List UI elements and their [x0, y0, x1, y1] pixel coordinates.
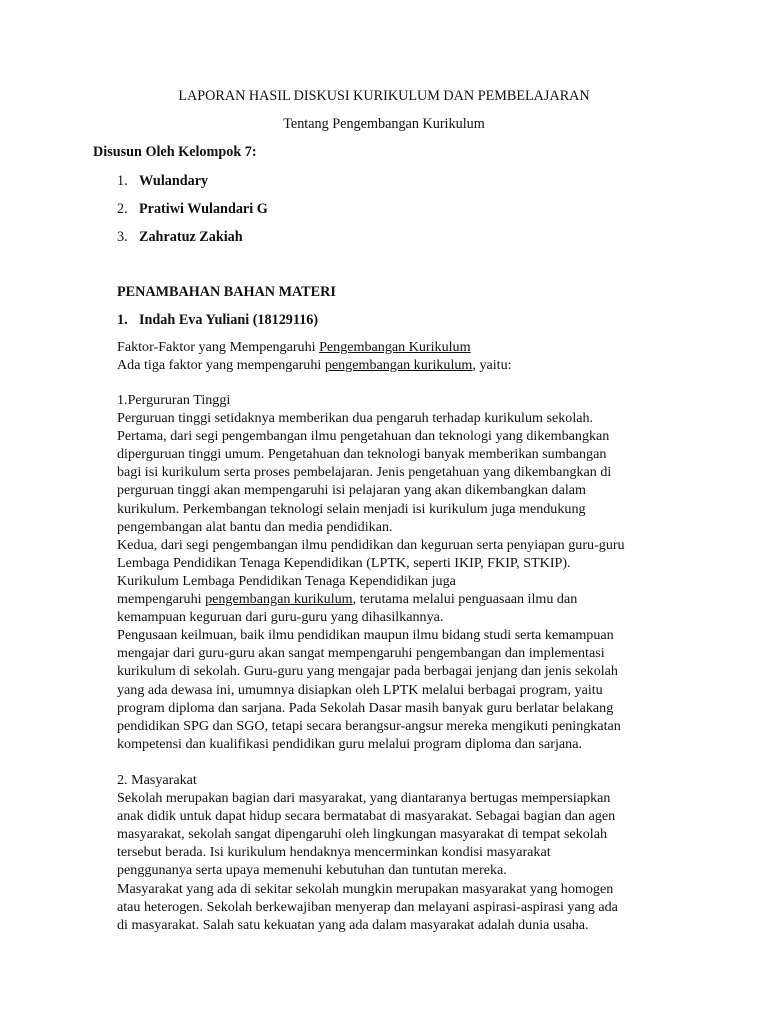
section-1: [117, 391, 677, 753]
intro-block: [117, 338, 677, 374]
paragraph-line: Kurikulum Lembaga Pendidikan Tenaga Kependidikan juga: [117, 572, 456, 589]
contributor: [117, 312, 318, 329]
section-1-heading: 1.Pergururan Tinggi: [117, 392, 231, 408]
member-number: 1.: [117, 173, 128, 189]
paragraph-line: Kedua, dari segi pengembangan ilmu pendidikan dan keguruan serta penyiapan guru-guru: [117, 536, 625, 553]
intro-line: [117, 356, 677, 374]
paragraph-line: Perguruan tinggi setidaknya memberikan dua pengaruh terhadap kurikulum sekolah.: [117, 410, 594, 427]
paragraph-line: pengembangan alat bantu dan media pendidikan.: [117, 518, 393, 535]
paragraph-line: program diploma dan sarjana. Pada Sekolah Dasar masih banyak guru berlatar belakang: [117, 699, 614, 716]
document-subtitle: Tentang Pengembangan Kurikulum: [283, 116, 485, 132]
intro-text: , yaitu:: [472, 357, 512, 374]
paragraph-line: yang ada dewasa ini, umumnya disiapkan oleh LPTK melalui berbagai program, yaitu: [117, 681, 603, 698]
paragraph-line: kurikulum. Perkembangan teknologi selain menjadi isi kurikulum juga mendukung: [117, 500, 586, 517]
member-item: [117, 173, 208, 190]
paragraph-text: , terutama melalui penguasaan ilmu dan: [352, 591, 578, 608]
intro-line: [117, 338, 677, 356]
paragraph-link[interactable]: pengembangan kurikulum: [205, 591, 353, 608]
paragraph-line: kemampuan keguruan dari guru-guru yang dihasilkannya.: [117, 609, 444, 626]
intro-text: Faktor-Faktor yang Mempengaruhi: [117, 339, 320, 355]
paragraph-line: perguruan tinggi akan mempengaruhi isi pelajaran yang akan dikembangkan dalam: [117, 482, 586, 499]
paragraph-line: tersebut berada. Isi kurikulum hendaknya mencerminkan kondisi masyarakat: [117, 844, 551, 861]
intro-text: Ada tiga faktor yang mempengaruhi: [117, 357, 325, 374]
paragraph-line: [117, 590, 677, 608]
paragraph-line: diperguruan tinggi umum. Pengetahuan dan teknologi banyak memberikan sumbangan: [117, 446, 607, 463]
paragraph-line: bagi isi kurikulum serta proses pembelajaran. Jenis pengetahuan yang dikembangkan di: [117, 464, 612, 481]
member-number: 2.: [117, 201, 128, 217]
paragraph-line: mengajar dari guru-guru akan sangat mempengaruhi pengembangan dan implementasi: [117, 645, 605, 662]
paragraph-line: kompetensi dan kualifikasi pendidikan guru melalui program diploma dan sarjana.: [117, 735, 582, 752]
paragraph-line: Lembaga Pendidikan Tenaga Kependidikan (LPTK, seperti IKIP, FKIP, STKIP).: [117, 554, 571, 571]
paragraph-line: kurikulum di sekolah. Guru-guru yang mengajar pada berbagai jenjang dan jenis sekolah: [117, 663, 618, 680]
member-name: Zahratuz Zakiah: [139, 229, 243, 245]
paragraph-line: Pertama, dari segi pengembangan ilmu pengetahuan dan teknologi yang dikembangkan: [117, 428, 610, 445]
paragraph-line: masyarakat, sekolah sangat dipengaruhi oleh lingkungan masyarakat di tempat sekolah: [117, 826, 607, 843]
intro-link[interactable]: Pengembangan Kurikulum: [319, 339, 471, 355]
section-2-heading: 2. Masyarakat: [117, 772, 197, 788]
paragraph-line: Masyarakat yang ada di sekitar sekolah mungkin merupakan masyarakat yang homogen: [117, 880, 614, 897]
paragraph-line: pendidikan SPG dan SGO, tetapi secara berangsur-angsur mereka mengikuti peningkatan: [117, 717, 621, 734]
document-title: LAPORAN HASIL DISKUSI KURIKULUM DAN PEMBELAJARAN: [178, 88, 590, 104]
paragraph-text: mempengaruhi: [117, 591, 206, 608]
member-name: Pratiwi Wulandari G: [139, 201, 268, 217]
paragraph-line: atau heterogen. Sekolah berkewajiban menyerap dan melayani aspirasi-aspirasi yang ada: [117, 898, 618, 915]
paragraph-line: Sekolah merupakan bagian dari masyarakat, yang diantaranya bertugas mempersiapkan: [117, 790, 611, 807]
paragraph-line: Pengusaan keilmuan, baik ilmu pendidikan maupun ilmu bidang studi serta kemampuan: [117, 627, 614, 644]
paragraph-line: penggunanya serta upaya memenuhi kebutuhan dan tuntutan mereka.: [117, 862, 507, 879]
section-2: [117, 771, 677, 934]
paragraph-line: di masyarakat. Salah satu kekuatan yang ada dalam masyarakat adalah dunia usaha.: [117, 916, 589, 933]
member-name: Wulandary: [139, 173, 209, 189]
member-item: [117, 201, 268, 218]
paragraph-line: anak didik untuk dapat hidup secara bermatabat di masyarakat. Sebagai bagian dan agen: [117, 808, 616, 825]
contributor-name: Indah Eva Yuliani (18129116): [139, 312, 319, 328]
intro-link[interactable]: pengembangan kurikulum: [324, 357, 473, 374]
member-item: [117, 229, 243, 246]
section-heading: PENAMBAHAN BAHAN MATERI: [117, 284, 336, 300]
member-number: 3.: [117, 229, 128, 245]
contributor-number: 1.: [117, 312, 128, 328]
author-heading: Disusun Oleh Kelompok 7:: [93, 144, 257, 160]
